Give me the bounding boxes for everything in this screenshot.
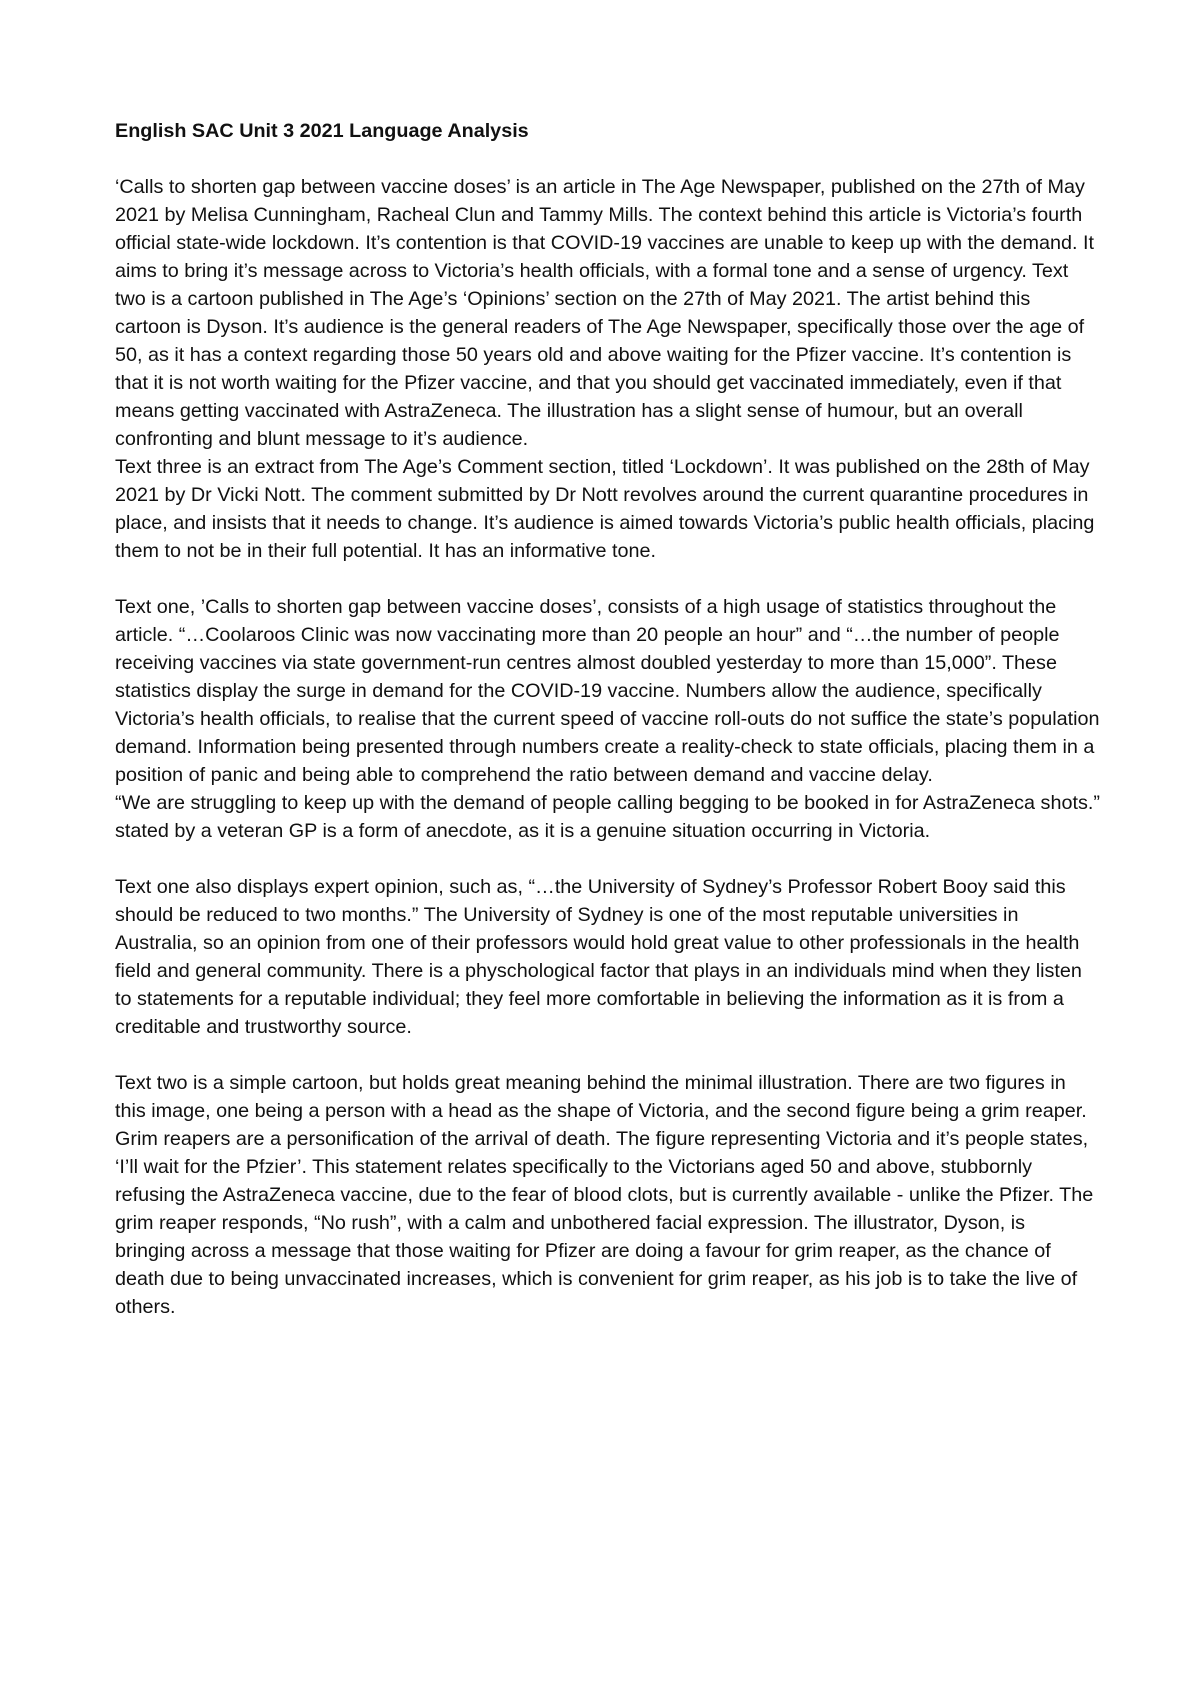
- paragraph-text-three-intro: Text three is an extract from The Age’s Comment section, titled ‘Lockdown’. It was published on the 28th of May 2021 by Dr Vicki Nott. The comment submitted by Dr Nott revolves around the current quarantine procedures in place, and insists that it needs to change. It’s audience is aimed towards Victoria’s public health officials, placing them to not be in their full potential. It has an informative tone.: [115, 456, 1095, 562]
- document-title: English SAC Unit 3 2021 Language Analysis: [115, 120, 529, 142]
- paragraph-introduction: ‘Calls to shorten gap between vaccine doses’ is an article in The Age Newspaper, published on the 27th of May 2021 by Melisa Cunningham, Racheal Clun and Tammy Mills. The context behind this article is Victoria’s fourth official state-wide lockdown. It’s contention is that COVID-19 vaccines are unable to keep up with the demand. It aims to bring it’s message across to Victoria’s health officials, with a formal tone and a sense of urgency. Text two is a cartoon published in The Age’s ‘Opinions’ section on the 27th of May 2021. The artist behind this cartoon is Dyson. It’s audience is the general readers of The Age Newspaper, specifically those over the age of 50, as it has a context regarding those 50 years old and above waiting for the Pfizer vaccine. It’s contention is that it is not worth waiting for the Pfizer vaccine, and that you should get vaccinated immediately, even if that means getting vaccinated with AstraZeneca. The illustration has a slight sense of humour, but an overall confronting and blunt message to it’s audience.: [115, 176, 1094, 450]
- paragraph-expert-opinion: Text one also displays expert opinion, such as, “…the University of Sydney’s Professor Robert Booy said this should be reduced to two months.” The University of Sydney is one of the most reputable universities in Australia, so an opinion from one of their professors would hold great value to other professionals in the health field and general community. There is a physchological factor that plays in an individuals mind when they listen to statements for a reputable individual; they feel more comfortable in believing the information as it is from a creditable and trustworthy source.: [115, 876, 1082, 1038]
- paragraph-anecdote: “We are struggling to keep up with the demand of people calling begging to be booked in for AstraZeneca shots.” stated by a veteran GP is a form of anecdote, as it is a genuine situation occurring in Victoria.: [115, 792, 1100, 842]
- paragraph-text-one-statistics: Text one, ’Calls to shorten gap between vaccine doses’, consists of a high usage of statistics throughout the article. “…Coolaroos Clinic was now vaccinating more than 20 people an hour” and “…the number of people receiving vaccines via state government-run centres almost doubled yesterday to more than 15,000”. These statistics display the surge in demand for the COVID-19 vaccine. Numbers allow the audience, specifically Victoria’s health officials, to realise that the current speed of vaccine roll-outs do not suffice the state’s population demand. Information being presented through numbers create a reality-check to state officials, placing them in a position of panic and being able to comprehend the ratio between demand and vaccine delay.: [115, 596, 1100, 786]
- document-page: [115, 117, 1100, 1321]
- paragraph-gap: [115, 845, 1100, 873]
- paragraph-text-two-cartoon: Text two is a simple cartoon, but holds great meaning behind the minimal illustration. There are two figures in this image, one being a person with a head as the shape of Victoria, and the second figure being a grim reaper. Grim reapers are a personification of the arrival of death. The figure representing Victoria and it’s people states, ‘I’ll wait for the Pfzier’. This statement relates specifically to the Victorians aged 50 and above, stubbornly refusing the AstraZeneca vaccine, due to the fear of blood clots, but is currently available - unlike the Pfizer. The grim reaper responds, “No rush”, with a calm and unbothered facial expression. The illustrator, Dyson, is bringing across a message that those waiting for Pfizer are doing a favour for grim reaper, as the chance of death due to being unvaccinated increases, which is convenient for grim reaper, as his job is to take the live of others.: [115, 1072, 1094, 1318]
- paragraph-gap: [115, 1041, 1100, 1069]
- paragraph-gap: [115, 565, 1100, 593]
